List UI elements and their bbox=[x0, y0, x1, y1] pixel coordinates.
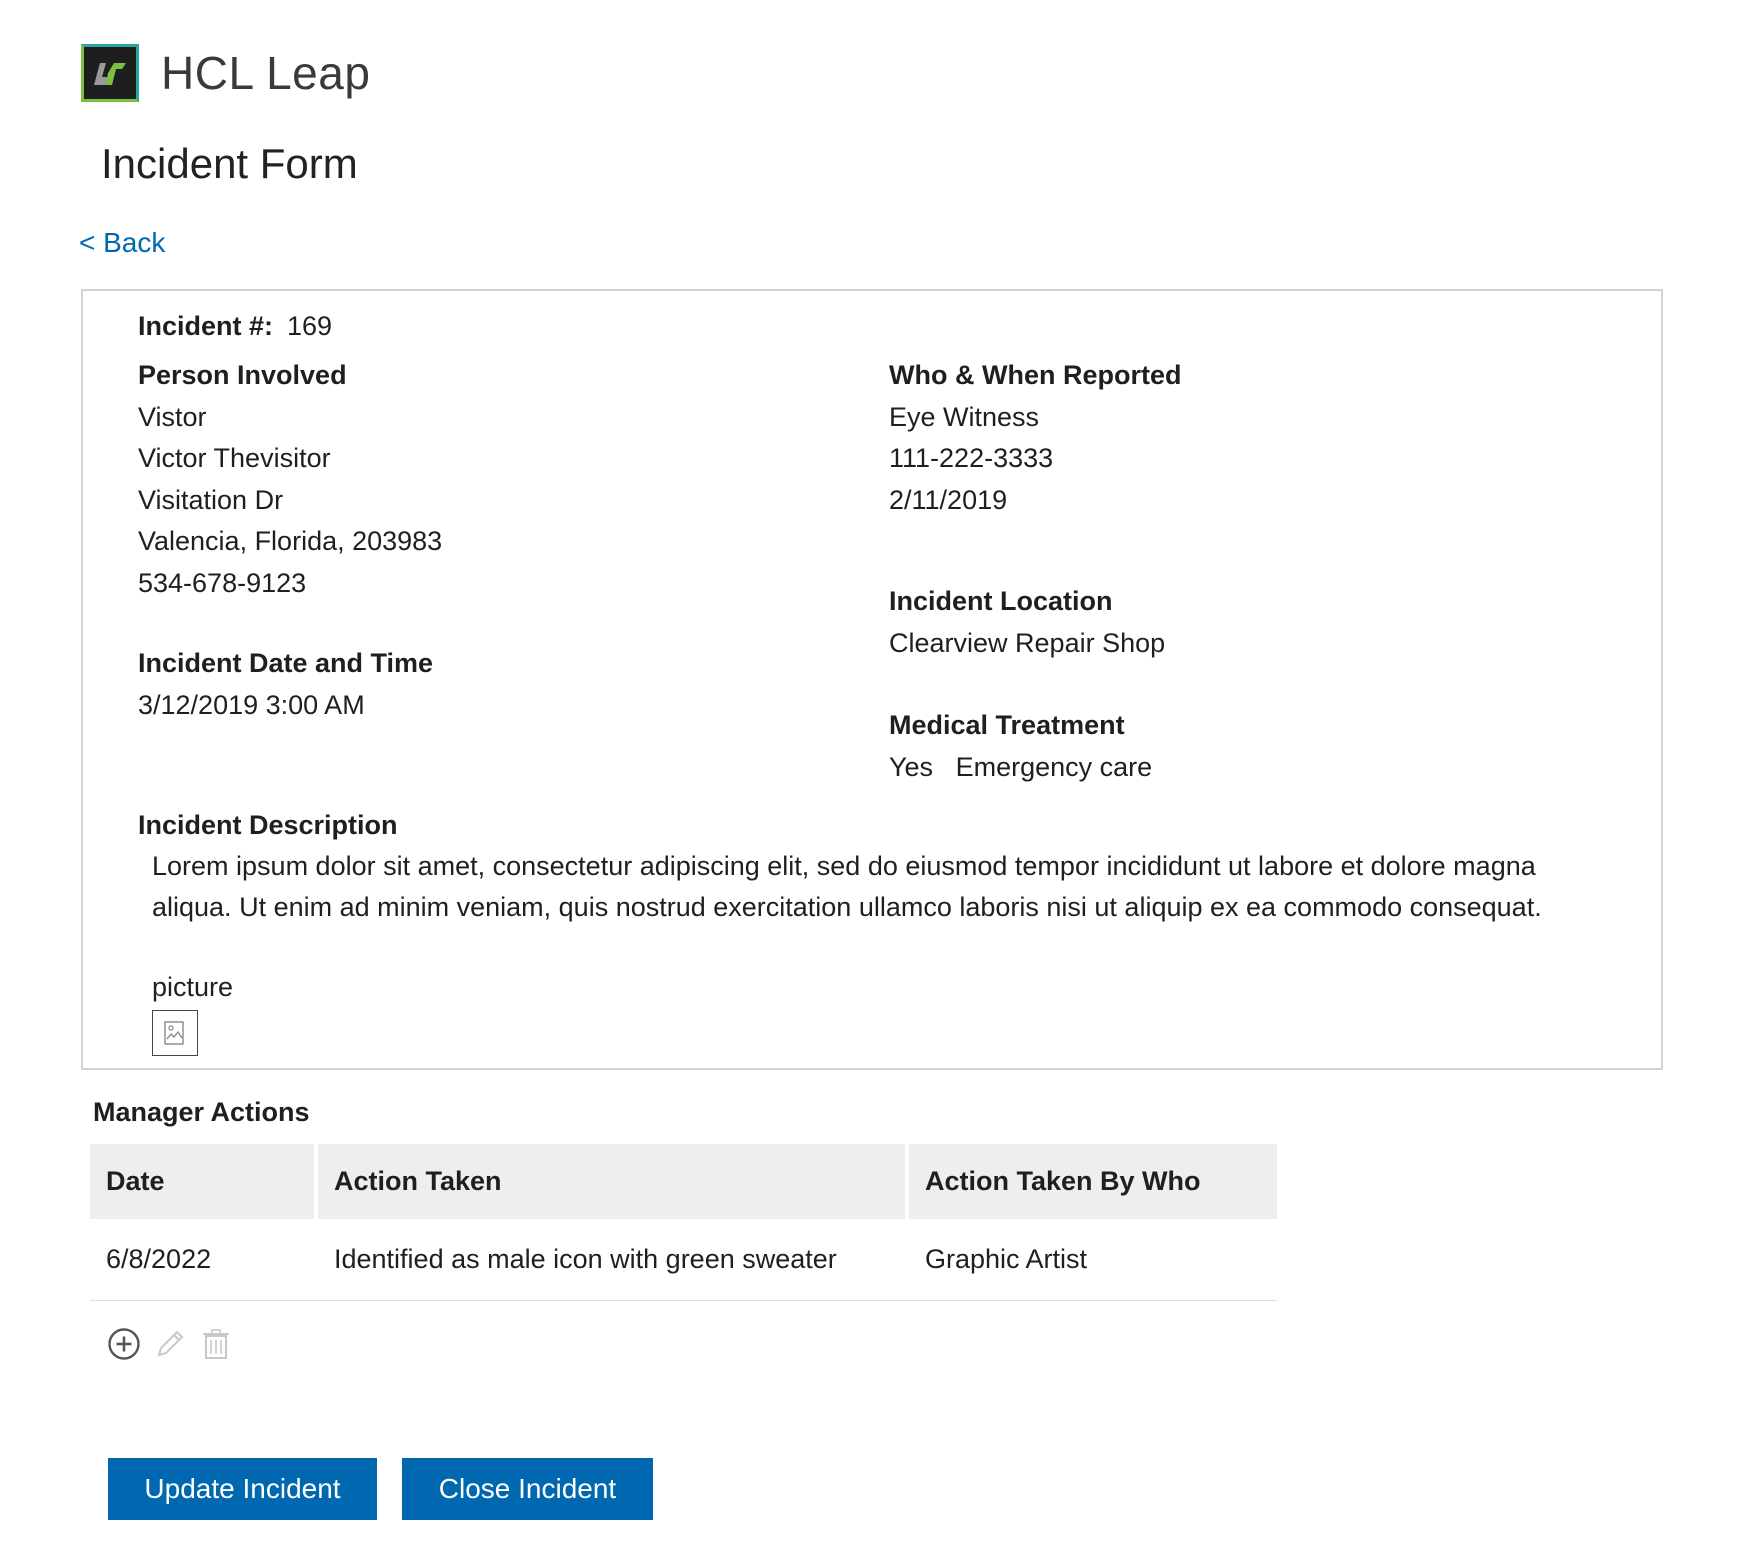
incident-location-section bbox=[889, 581, 1165, 664]
incident-date-time-value: 3/12/2019 3:00 AM bbox=[138, 689, 365, 720]
incident-details-panel bbox=[81, 289, 1663, 1070]
incident-number bbox=[138, 311, 332, 342]
page-title: Incident Form bbox=[101, 140, 358, 187]
app-logo bbox=[81, 44, 370, 102]
column-header-action-taken-by[interactable]: Action Taken By Who bbox=[909, 1144, 1277, 1219]
reporter-phone: 111-222-3333 bbox=[889, 443, 1054, 473]
reported-section bbox=[889, 355, 1181, 521]
add-icon bbox=[107, 1327, 141, 1361]
app-name: HCL Leap bbox=[161, 47, 371, 99]
delete-icon bbox=[199, 1327, 233, 1361]
close-incident-button[interactable]: Close Incident bbox=[402, 1458, 653, 1520]
medical-treatment-label: Medical Treatment bbox=[889, 710, 1125, 740]
medical-treatment-detail: Emergency care bbox=[955, 751, 1153, 782]
incident-date-time-section bbox=[138, 643, 433, 726]
incident-date-time-label: Incident Date and Time bbox=[138, 648, 434, 678]
person-city: Valencia, Florida, 203983 bbox=[138, 526, 443, 556]
cell-action-taken-by: Graphic Artist bbox=[909, 1219, 1277, 1301]
reported-label: Who & When Reported bbox=[889, 360, 1182, 390]
incident-location-value: Clearview Repair Shop bbox=[889, 627, 1166, 658]
incident-description-label: Incident Description bbox=[138, 810, 398, 840]
person-type: Vistor bbox=[138, 401, 207, 432]
cell-action-taken: Identified as male icon with green sweater bbox=[318, 1219, 909, 1301]
person-phone: 534-678-9123 bbox=[138, 567, 307, 598]
edit-row-button[interactable] bbox=[152, 1326, 188, 1362]
delete-row-button[interactable] bbox=[198, 1326, 234, 1362]
incident-number-label: Incident #: bbox=[138, 311, 274, 341]
manager-actions-table bbox=[90, 1144, 1277, 1301]
table-toolbar bbox=[106, 1326, 234, 1362]
person-involved-label: Person Involved bbox=[138, 360, 347, 390]
back-link[interactable]: < Back bbox=[79, 227, 166, 258]
column-header-action-taken[interactable]: Action Taken bbox=[318, 1144, 909, 1219]
reporter-name: Eye Witness bbox=[889, 401, 1040, 432]
incident-number-value: 169 bbox=[287, 311, 333, 341]
medical-treatment-section bbox=[889, 705, 1152, 788]
table-row[interactable] bbox=[90, 1219, 1277, 1301]
edit-icon bbox=[153, 1327, 187, 1361]
table-header-row bbox=[90, 1144, 1277, 1219]
incident-description-section bbox=[138, 805, 1618, 928]
incident-description-text: Lorem ipsum dolor sit amet, consectetur adipiscing elit, sed do eiusmod tempor incididunt ut labore et dolore magna aliqua. Ut enim ad minim veniam, quis nostrud exercitation ullamco laboris nisi ut aliquip ex ea commodo consequat. bbox=[152, 851, 1542, 922]
manager-actions-title: Manager Actions bbox=[93, 1097, 310, 1127]
hcl-leap-logo-icon bbox=[81, 44, 139, 102]
cell-date: 6/8/2022 bbox=[90, 1219, 318, 1301]
medical-treatment-value bbox=[889, 747, 1152, 789]
person-name: Victor Thevisitor bbox=[138, 443, 331, 473]
person-street: Visitation Dr bbox=[138, 484, 284, 515]
picture-label: picture bbox=[152, 972, 234, 1002]
column-header-date[interactable]: Date bbox=[90, 1144, 318, 1219]
broken-image-icon bbox=[161, 1019, 189, 1047]
add-row-button[interactable] bbox=[106, 1326, 142, 1362]
person-involved-section bbox=[138, 355, 442, 604]
medical-treatment-answer: Yes bbox=[889, 751, 934, 782]
picture-thumbnail[interactable] bbox=[152, 1010, 198, 1056]
incident-location-label: Incident Location bbox=[889, 586, 1113, 616]
update-incident-button[interactable]: Update Incident bbox=[108, 1458, 377, 1520]
reported-date: 2/11/2019 bbox=[889, 484, 1008, 515]
